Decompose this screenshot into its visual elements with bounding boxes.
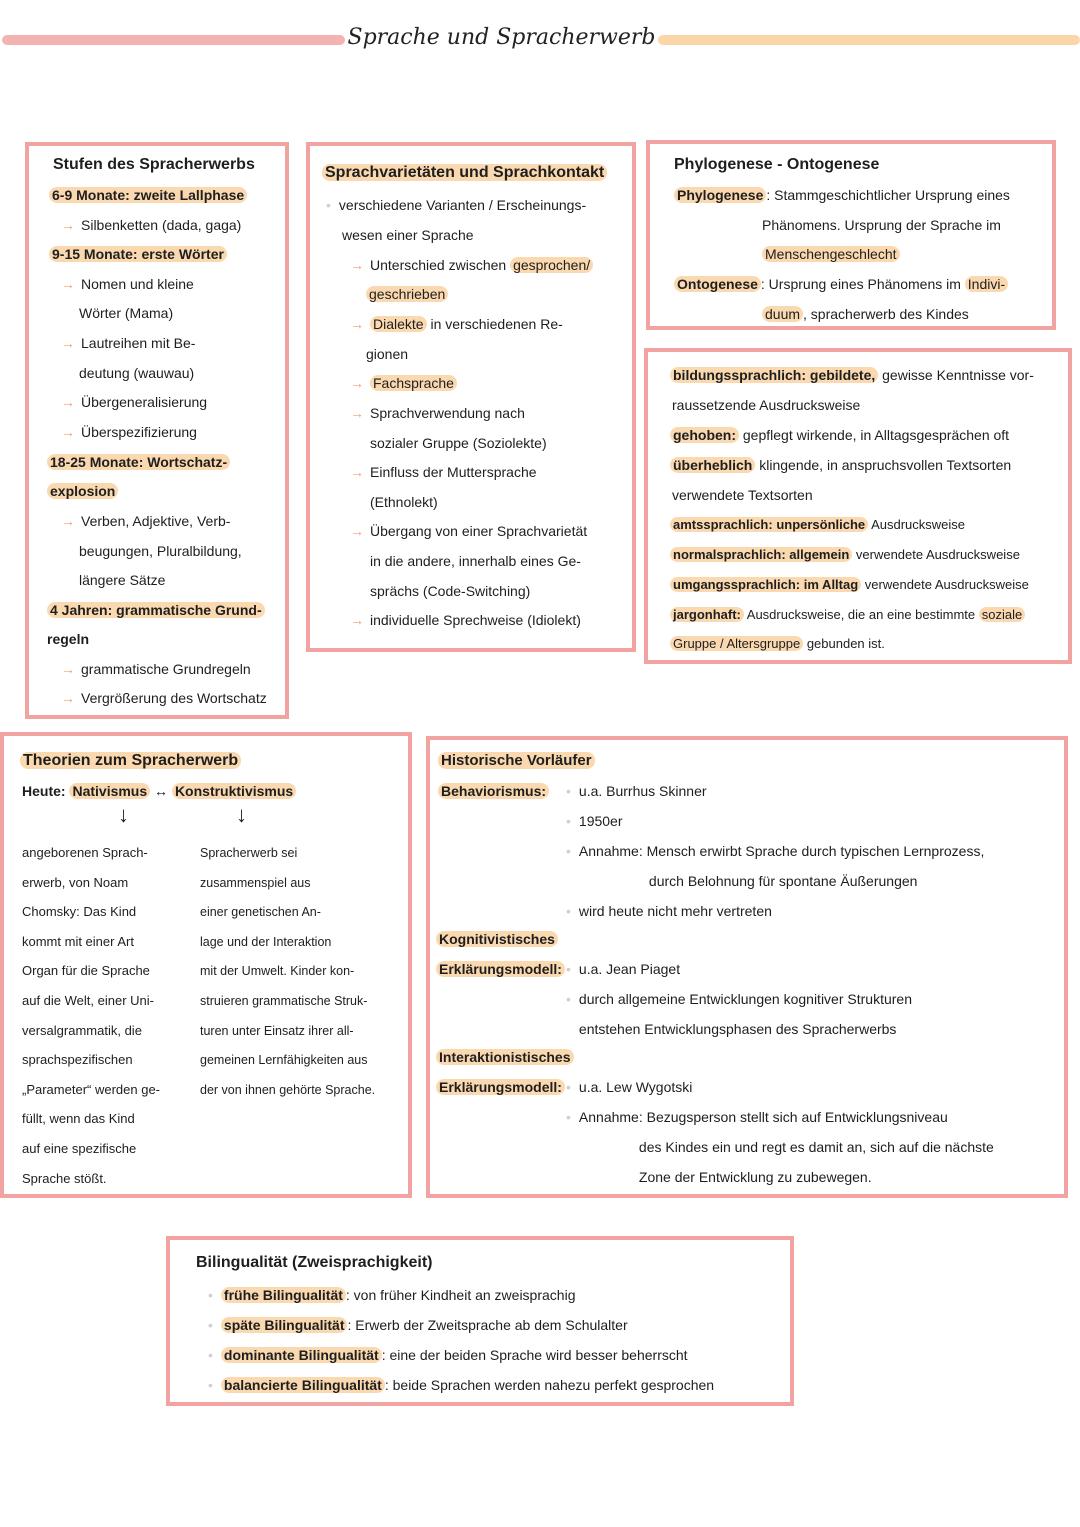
behaviorismus-label: Behaviorismus: (438, 783, 549, 799)
arrow-icon: → (350, 257, 364, 273)
text-line (636, 872, 917, 890)
stufen-heading: Stufen des Spracherwerbs (53, 156, 255, 173)
varietaet-item: in verschiedenen Re- (430, 316, 563, 332)
ontogenese-def: : Ursprung eines Phänomens im (760, 276, 961, 292)
register-normal: normalsprachlich: allgemein (670, 547, 852, 562)
text-line (22, 874, 128, 892)
bullet-icon: • (566, 843, 571, 859)
ontogenese-term: Ontogenese (674, 276, 761, 292)
arrow-down-icon: ↓ (118, 802, 129, 827)
phylo-heading: Phylogenese - Ontogenese (674, 156, 880, 173)
text-line-content: Zone der Entwicklung zu zubewegen. (638, 1169, 872, 1185)
bilingual-dominant-def: : eine der beiden Sprache wird besser beherrscht (381, 1347, 688, 1363)
stage-6-9: 6-9 Monate: zweite Lallphase (49, 187, 247, 203)
stage-9-15: 9-15 Monate: erste Wörter (49, 246, 227, 262)
text-line-content: auf eine spezifische (22, 1141, 137, 1156)
varietaet-highlight: Dialekte (370, 316, 427, 332)
bullet-icon: • (566, 991, 571, 1007)
double-arrow-icon: ↔ (154, 783, 169, 799)
bullet-icon: • (566, 903, 571, 919)
bullet-icon: • (326, 197, 331, 213)
varietaet-highlight: gesprochen/ (510, 257, 593, 273)
header-bar-right (658, 35, 1080, 45)
varietaet-item: individuelle Sprechweise (Idiolekt) (370, 612, 581, 628)
register-gehoben: gehoben: (670, 427, 739, 443)
text-line (22, 1081, 160, 1099)
arrow-icon: → (61, 335, 75, 351)
register-box (644, 348, 1072, 664)
phylogenese-def-cont: Phänomens. Ursprung der Sprache im (762, 217, 1001, 233)
stage-4-years-cont: regeln (47, 631, 90, 647)
text-line-content: Spracherwerb sei (200, 846, 298, 860)
text-line (566, 902, 772, 920)
text-line-content: versalgrammatik, die (22, 1022, 142, 1038)
text-line-content: lage und der Interaktion (200, 934, 332, 949)
text-line (566, 812, 623, 830)
varietaeten-heading: Sprachvarietäten und Sprachkontakt (322, 164, 607, 181)
text-line (626, 1168, 872, 1186)
text-line (22, 1140, 136, 1158)
bullet-icon: • (208, 1317, 213, 1333)
text-line-content: 1950er (578, 813, 623, 829)
bilingual-balanciert: balancierte Bilingualität (221, 1377, 385, 1393)
stage-6-9-detail: Silbenketten (dada, gaga) (81, 217, 242, 233)
register-jargon-highlight: soziale (979, 607, 1025, 622)
text-line (566, 1020, 896, 1038)
phylogenese-term: Phylogenese (674, 187, 766, 203)
bullet-icon: • (566, 1079, 571, 1095)
text-line-content: des Kindes ein und regt es damit an, sich auf die nächste (638, 1139, 994, 1155)
bullet-icon: • (208, 1377, 213, 1393)
interaktionismus-label-cont: Erklärungsmodell: (436, 1079, 565, 1095)
text-line (566, 1078, 692, 1096)
stufen-box (25, 142, 289, 719)
text-line-content: durch Belohnung für spontane Äußerungen (648, 873, 918, 889)
stage-18-25-detail: Verben, Adjektive, Verb- (81, 513, 231, 529)
text-line (200, 933, 331, 951)
stage-18-25: 18-25 Monate: Wortschatz- (47, 454, 230, 470)
register-jargon-def: Ausdrucksweise, die an eine bestimmte (743, 607, 976, 622)
register-normal-def: verwendete Ausdrucksweise (852, 547, 1020, 562)
historische-heading: Historische Vorläufer (438, 752, 595, 769)
stage-9-15-detail: Überspezifizierung (81, 424, 197, 440)
historische-box (426, 736, 1068, 1198)
bilingual-frueh-def: : von früher Kindheit an zweisprachig (345, 1287, 576, 1303)
text-line-content: entstehen Entwicklungsphasen des Spracherwerbs (578, 1021, 897, 1037)
stage-9-15-detail-cont: Wörter (Mama) (79, 305, 174, 321)
arrow-icon: → (350, 612, 364, 628)
varietaet-item: Übergang von einer Sprachvarietät (370, 523, 588, 539)
register-bildung-def-cont: raussetzende Ausdrucksweise (672, 397, 861, 413)
theorien-konstruktivismus: Konstruktivismus (172, 783, 296, 799)
text-line-content: Annahme: Bezugsperson stellt sich auf Entwicklungsniveau (578, 1109, 948, 1125)
varietaeten-def: verschiedene Varianten / Erscheinungs- (338, 197, 587, 213)
bullet-icon: • (208, 1347, 213, 1363)
text-line (22, 1170, 107, 1188)
text-line-content: wird heute nicht mehr vertreten (578, 903, 772, 919)
text-line (200, 874, 310, 892)
bullet-icon: • (566, 813, 571, 829)
text-line (200, 1022, 354, 1040)
text-line-content: u.a. Lew Wygotski (578, 1079, 693, 1095)
bullet-icon: • (566, 1109, 571, 1125)
arrow-icon: → (61, 661, 75, 677)
bullet-icon: • (208, 1287, 213, 1303)
text-line (22, 1051, 133, 1069)
arrow-icon: → (350, 405, 364, 421)
arrow-icon: → (61, 513, 75, 529)
arrow-icon: → (61, 217, 75, 233)
kognitivismus-label: Kognitivistisches (436, 931, 558, 947)
page-title: Sprache und Spracherwerb (347, 25, 656, 50)
register-jargon: jargonhaft: (670, 607, 744, 622)
interaktionismus-label: Interaktionistisches (436, 1049, 574, 1065)
stage-9-15-detail-cont: deutung (wauwau) (79, 365, 195, 381)
stage-9-15-detail: Nomen und kleine (81, 276, 194, 292)
bullet-icon: • (566, 783, 571, 799)
register-ueberheblich: überheblich (670, 457, 755, 473)
arrow-down-icon: ↓ (236, 802, 247, 827)
text-line-content: Chomsky: Das Kind (22, 904, 137, 920)
bilingual-balanciert-def: : beide Sprachen werden nahezu perfekt gesprochen (384, 1377, 715, 1393)
text-line (200, 1051, 367, 1069)
arrow-icon: → (350, 464, 364, 480)
ontogenese-def-cont: , spracherwerb des Kindes (803, 306, 969, 322)
text-line-content: einer genetischen An- (200, 905, 321, 920)
ontogenese-highlight: duum (762, 306, 803, 322)
theorien-nativismus: Nativismus (69, 783, 150, 799)
register-jargon-highlight: Gruppe / Altersgruppe (670, 636, 803, 651)
theorien-heading: Theorien zum Spracherwerb (20, 752, 241, 769)
text-line (566, 782, 707, 800)
varietaet-item-cont: gionen (366, 346, 409, 362)
text-line-content: auf die Welt, einer Uni- (22, 993, 154, 1008)
bullet-icon: • (566, 961, 571, 977)
register-bildung-def: gewisse Kenntnisse vor- (878, 367, 1034, 383)
phylo-box (646, 140, 1056, 330)
varietaet-item-cont: in die andere, innerhalb eines Ge- (370, 553, 581, 569)
text-line-content: sprachspezifischen (22, 1052, 133, 1068)
stage-18-25-detail-cont: beugungen, Pluralbildung, (79, 543, 242, 559)
text-line-content: gemeinen Lernfähigkeiten aus (200, 1053, 368, 1068)
theorien-heute: Heute: (22, 783, 66, 799)
text-line-content: struieren grammatische Struk- (200, 994, 368, 1008)
arrow-icon: → (350, 316, 364, 332)
phylogenese-def: : Stammgeschichtlicher Ursprung eines (766, 187, 1010, 203)
bilingual-box (166, 1236, 794, 1406)
ontogenese-highlight: Indivi- (965, 276, 1008, 292)
text-line (200, 962, 354, 980)
register-jargon-def-cont: gebunden ist. (803, 636, 885, 651)
stage-4-years-detail: Vergrößerung des Wortschatz (81, 690, 267, 706)
varietaet-item-cont: sprächs (Code-Switching) (370, 583, 531, 599)
varietaet-item: Einfluss der Muttersprache (370, 464, 537, 480)
arrow-icon: → (61, 424, 75, 440)
arrow-icon: → (61, 276, 75, 292)
bilingual-frueh: frühe Bilingualität (221, 1287, 346, 1303)
arrow-icon: → (350, 523, 364, 539)
text-line-content: füllt, wenn das Kind (22, 1111, 135, 1127)
text-line (566, 960, 680, 978)
text-line (200, 1081, 375, 1099)
theorien-box (0, 732, 412, 1198)
text-line-content: durch allgemeine Entwicklungen kognitiver Strukturen (578, 991, 912, 1007)
varietaet-highlight: Fachsprache (370, 375, 457, 391)
text-line-content: turen unter Einsatz ihrer all- (200, 1023, 354, 1038)
text-line (22, 992, 154, 1010)
varietaeten-def-cont: wesen einer Sprache (342, 227, 474, 243)
varietaet-item-cont: sozialer Gruppe (Soziolekte) (370, 435, 547, 451)
text-line (626, 1138, 994, 1156)
varietaet-highlight: geschrieben (366, 286, 448, 302)
arrow-icon: → (61, 394, 75, 410)
register-ueberheblich-def-cont: verwendete Textsorten (672, 487, 813, 503)
arrow-icon: → (350, 375, 364, 391)
text-line (566, 1108, 948, 1126)
page-header (0, 27, 1080, 53)
text-line-content: u.a. Burrhus Skinner (578, 783, 707, 799)
register-gehoben-def: gepflegt wirkende, in Alltagsgesprächen oft (739, 427, 1010, 443)
bilingual-spaet-def: : Erwerb der Zweitsprache ab dem Schulalter (347, 1317, 628, 1333)
text-line-content: kommt mit einer Art (22, 933, 134, 949)
text-line (22, 933, 134, 951)
varietaet-item: Sprachverwendung nach (370, 405, 525, 421)
text-line (566, 842, 984, 860)
text-line-content: mit der Umwelt. Kinder kon- (200, 964, 355, 979)
text-line-content: Organ für die Sprache (22, 963, 150, 979)
text-line-content: Annahme: Mensch erwirbt Sprache durch typischen Lernprozess, (578, 843, 985, 859)
stage-18-25-cont: explosion (47, 483, 118, 499)
stage-18-25-detail-cont: längere Sätze (79, 572, 166, 588)
register-amt-def: Ausdrucksweise (868, 517, 965, 532)
bilingual-heading: Bilingualität (Zweisprachigkeit) (196, 1254, 433, 1271)
stage-4-years-detail: grammatische Grundregeln (81, 661, 251, 677)
bilingual-dominant: dominante Bilingualität (221, 1347, 382, 1363)
text-line-content: Sprache stößt. (22, 1170, 107, 1186)
header-bar-left (2, 35, 345, 45)
register-amt: amtssprachlich: unpersönliche (670, 517, 868, 532)
varietaeten-box (306, 142, 636, 652)
arrow-icon: → (61, 690, 75, 706)
text-line (22, 1110, 135, 1128)
stage-4-years: 4 Jahren: grammatische Grund- (47, 602, 265, 618)
text-line (200, 844, 297, 862)
stage-9-15-detail: Lautreihen mit Be- (81, 335, 196, 351)
register-bildung: bildungssprachlich: gebildete, (670, 367, 878, 383)
text-line (200, 992, 367, 1010)
text-line (22, 903, 136, 921)
text-line-content: angeborenen Sprach- (22, 845, 148, 860)
stage-9-15-detail: Übergeneralisierung (81, 394, 208, 410)
phylogenese-highlight: Menschengeschlecht (762, 246, 900, 262)
text-line (22, 844, 148, 862)
text-line (22, 1022, 142, 1040)
register-ueberheblich-def: klingende, in anspruchsvollen Textsorten (755, 457, 1012, 473)
text-line-content: erwerb, von Noam (22, 874, 129, 890)
text-line-content: „Parameter“ werden ge- (22, 1081, 160, 1097)
bilingual-spaet: späte Bilingualität (221, 1317, 348, 1333)
text-line-content: zusammenspiel aus (200, 875, 311, 890)
kognitivismus-label-cont: Erklärungsmodell: (436, 961, 565, 977)
text-line (566, 990, 912, 1008)
text-line (22, 962, 150, 980)
register-umgang: umgangssprachlich: im Alltag (670, 577, 861, 592)
text-line-content: der von ihnen gehörte Sprache. (200, 1082, 376, 1097)
text-line (200, 903, 321, 921)
varietaet-item-cont: (Ethnolekt) (370, 494, 438, 510)
register-umgang-def: verwendete Ausdrucksweise (861, 577, 1029, 592)
text-line-content: u.a. Jean Piaget (578, 961, 681, 977)
varietaet-item: Unterschied zwischen (370, 257, 507, 273)
